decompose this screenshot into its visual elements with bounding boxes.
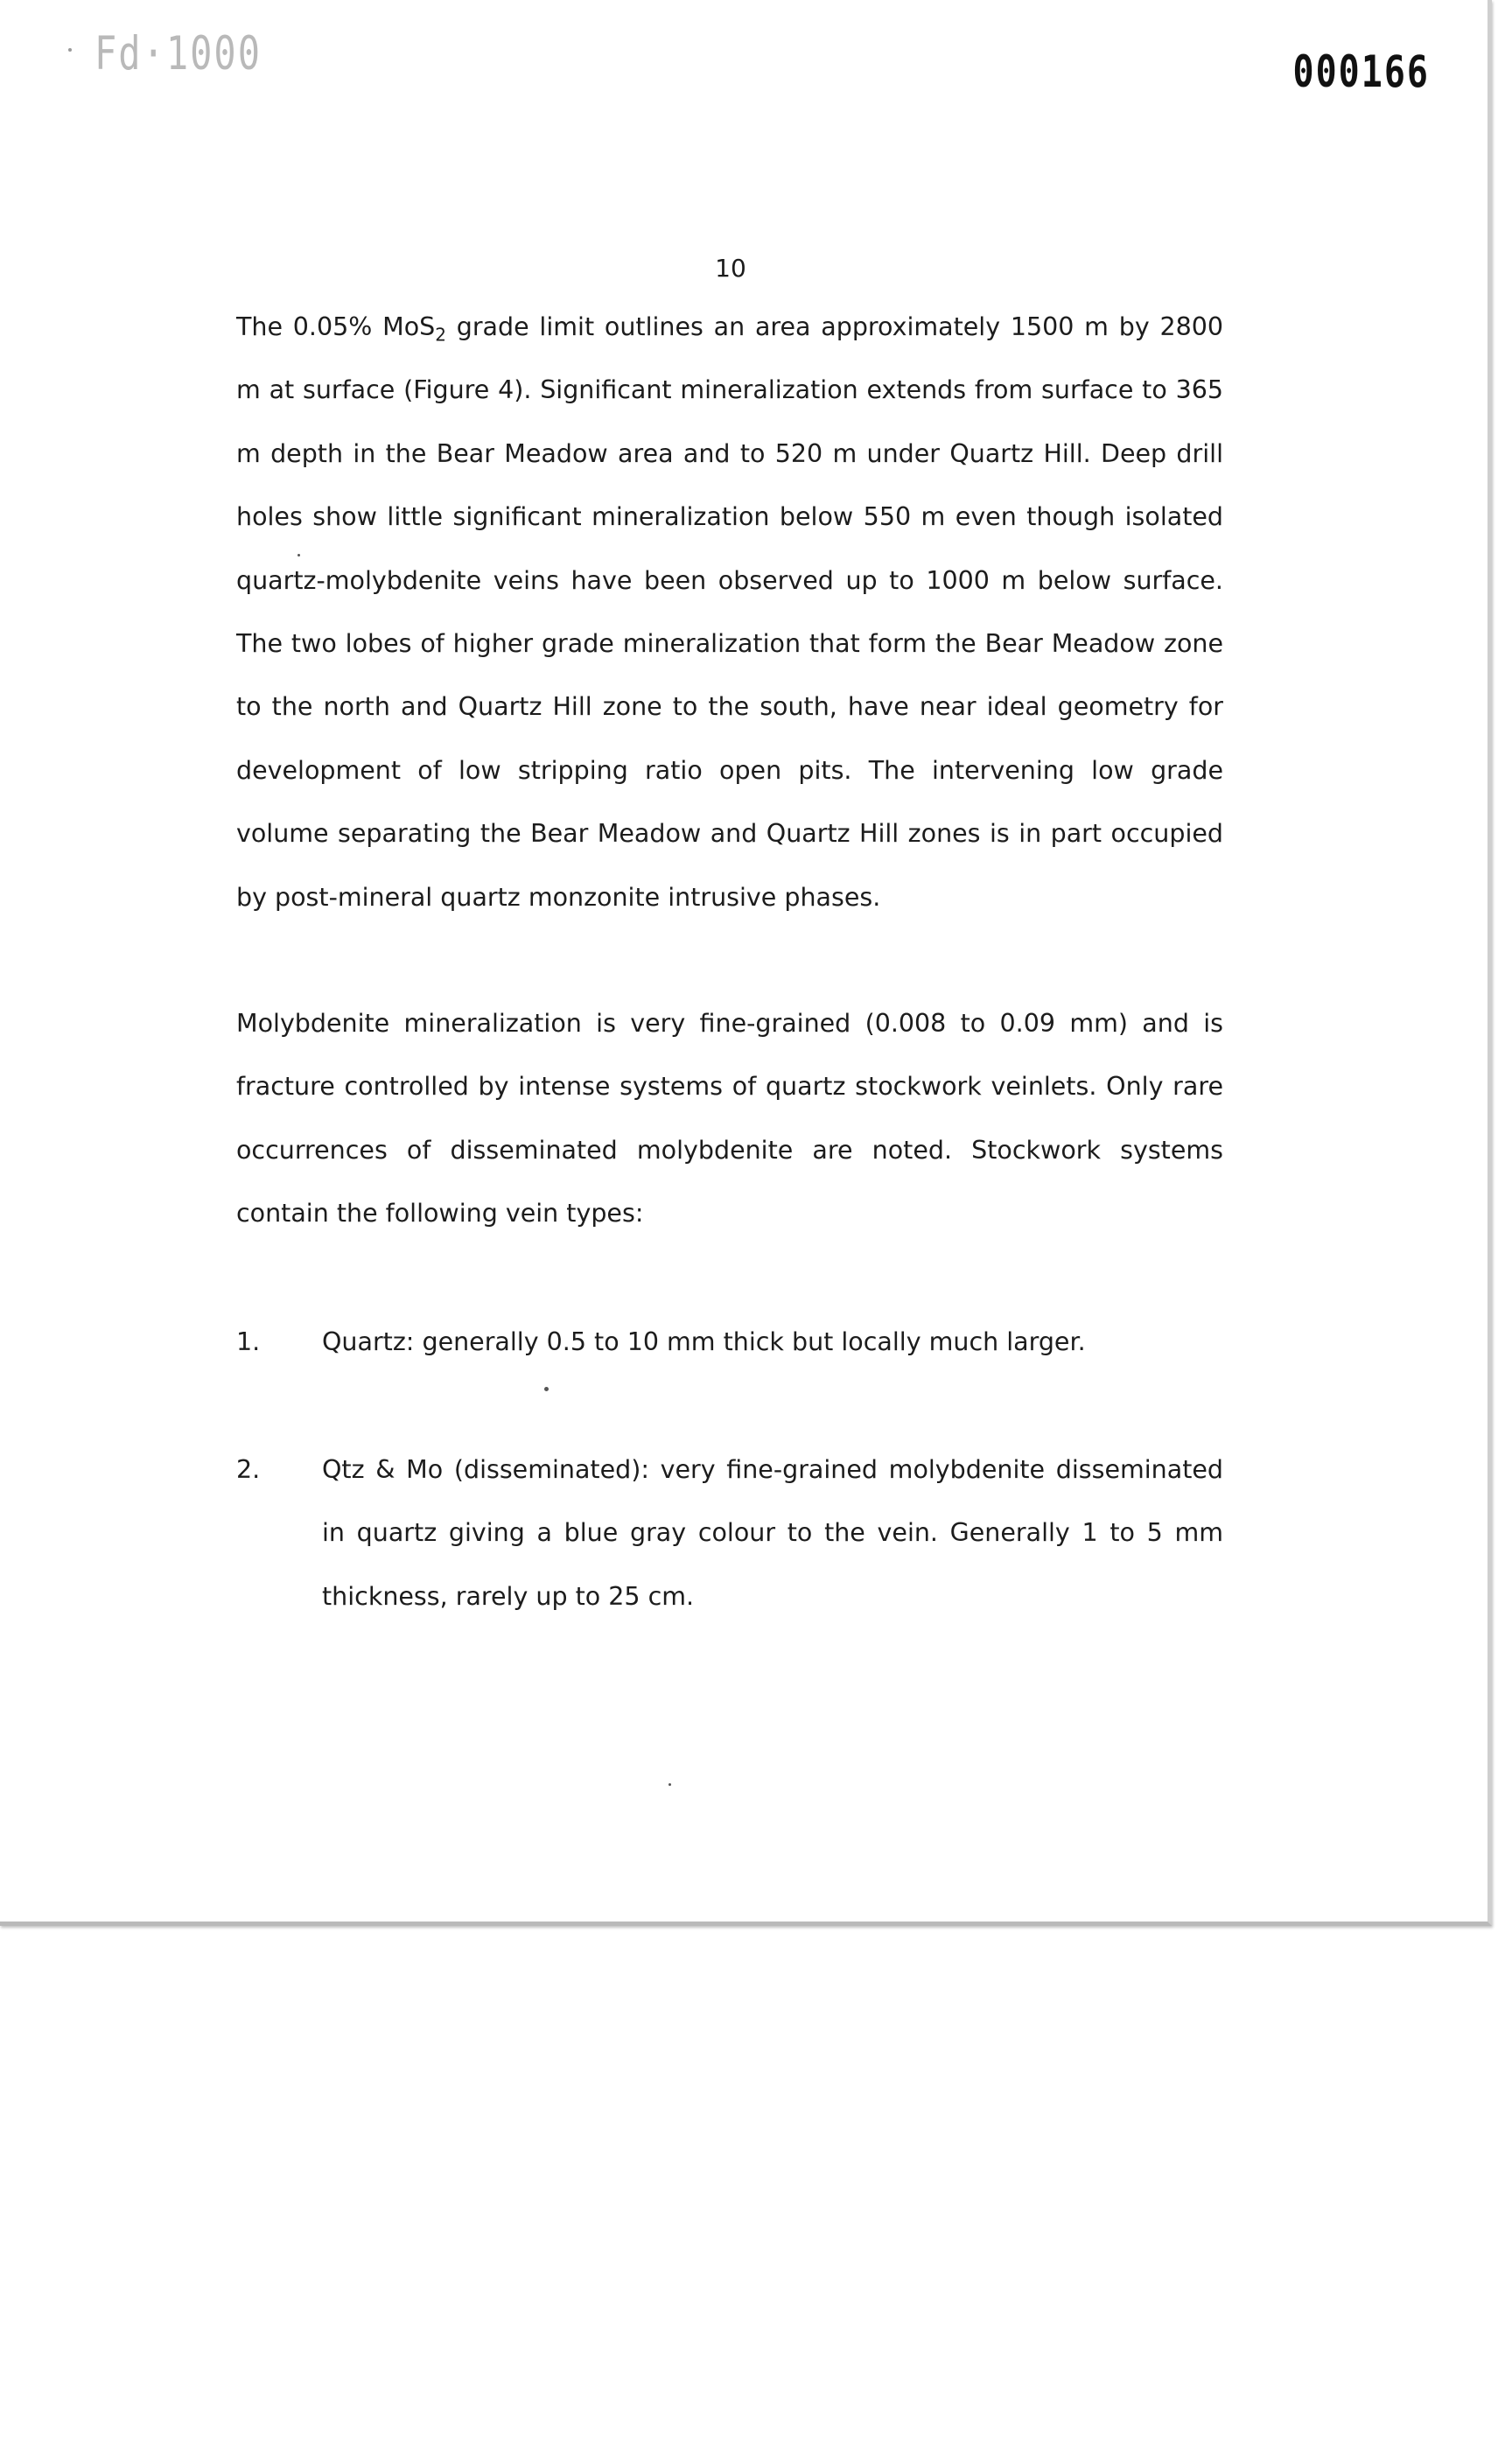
scan-speck: [544, 1387, 549, 1391]
list-item: [236, 1438, 1223, 1628]
scan-speck: [668, 1783, 671, 1786]
page-number: 10: [715, 254, 746, 283]
mos2-subscript: 2: [435, 324, 446, 346]
bleed-through-stamp: Fd·1000: [94, 26, 262, 80]
paragraph-extent-body: grade limit outlines an area approximately 1500 m by 2800 m at surface (Figure 4). Significant mineralization extends from surface to 365 m depth in the Bear Meadow area and to 520 m under Quartz Hill. Deep drill holes show little significant mineralization below 550 m even though isolated quartz-molybdenite veins have been observed up to 1000 m below surface. The two lobes of higher grade mineralization that form the Bear Meadow zone to the north and Quartz Hill zone to the south, have near ideal geometry for development of low stripping ratio open pits. The intervening low grade volume separating the Bear Meadow and Quartz Hill zones is in part occupied by post-mineral quartz monzonite intrusive phases.: [236, 312, 1223, 912]
document-number: 000166: [1292, 47, 1430, 98]
paragraph-mineralization: Molybdenite mineralization is very fine-grained (0.008 to 0.09 mm) and is fracture controlled by intense systems of quartz stockwork veinlets. Only rare occurrences of disseminated molybdenite are noted. Stockwork systems contain the following vein types:: [236, 1009, 1223, 1228]
list-item-text: Qtz & Mo (disseminated): very fine-grained molybdenite disseminated in quartz giving a blue gray colour to the vein. Generally 1 to 5 mm thickness, rarely up to 25 cm.: [322, 1455, 1223, 1611]
list-item-text: Quartz: generally 0.5 to 10 mm thick but locally much larger.: [322, 1327, 1086, 1356]
paragraph-extent: [236, 296, 1223, 929]
list-item: [236, 1311, 1223, 1374]
paragraph-extent-lead: The 0.05% MoS: [236, 312, 436, 341]
scan-speck: [298, 554, 300, 556]
list-item-number: 2.: [236, 1455, 261, 1484]
list-item-number: 1.: [236, 1327, 261, 1356]
scan-speck: [68, 48, 72, 52]
